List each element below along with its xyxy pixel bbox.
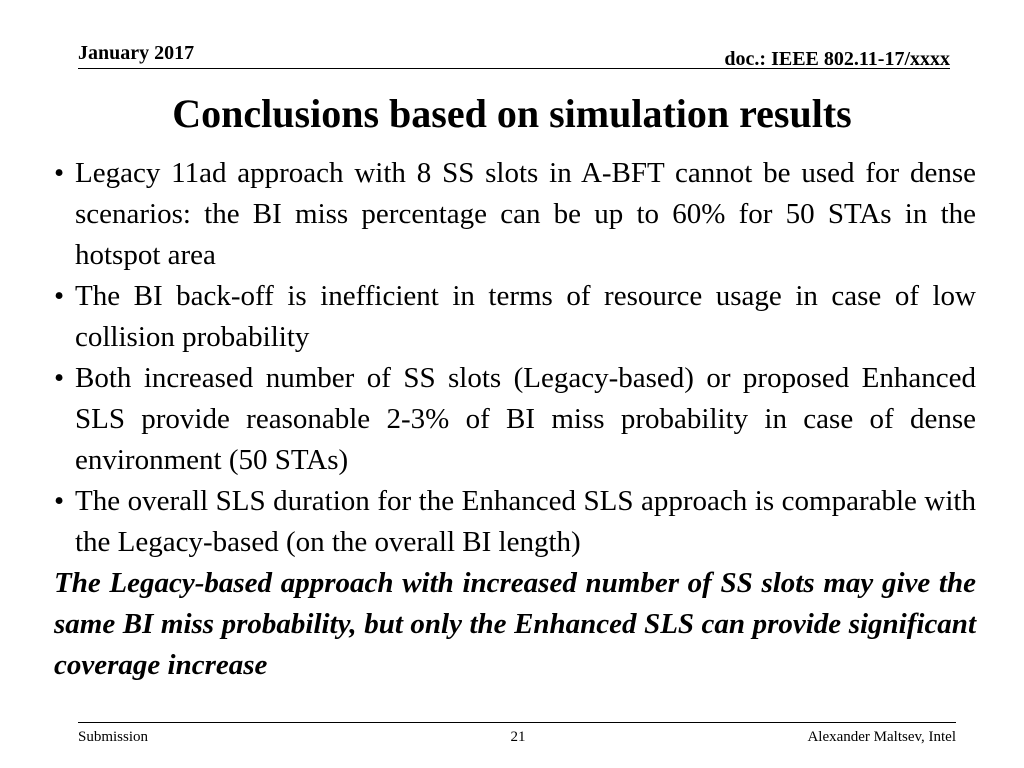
header-date: January 2017: [78, 42, 195, 64]
bullet-text: Both increased number of SS slots (Legacy-based) or proposed Enhanced SLS provide reasonable 2-3% of BI miss probability in case of dense environment (50 STAs): [75, 362, 976, 476]
slide-title: Conclusions based on simulation results: [172, 91, 852, 136]
footer-author: Alexander Maltsev, Intel: [807, 729, 956, 745]
conclusion-statement: The Legacy-based approach with increased number of SS slots may give the same BI miss probability, but only the Enhanced SLS can provide significant coverage increase: [54, 567, 976, 681]
bullet-text: Legacy 11ad approach with 8 SS slots in A-BFT cannot be used for dense scenarios: the BI miss percentage can be up to 60% for 50 STAs in the hotspot area: [75, 157, 976, 271]
bullet-marker-icon: •: [54, 362, 65, 394]
bullet-item: [54, 481, 976, 563]
bullet-item: [54, 276, 976, 358]
bullet-item: [54, 358, 976, 481]
bullet-text: The overall SLS duration for the Enhanced SLS approach is comparable with the Legacy-based (on the overall BI length): [75, 485, 976, 558]
footer-divider: [78, 722, 956, 723]
page-number: 21: [510, 729, 526, 745]
header-divider: [78, 68, 950, 69]
bullet-text: The BI back-off is inefficient in terms of resource usage in case of low collision probability: [75, 280, 976, 353]
header-doc-id: doc.: IEEE 802.11-17/xxxx: [724, 48, 950, 70]
bullet-list: [54, 153, 976, 563]
slide-body: [54, 153, 976, 686]
bullet-item: [54, 153, 976, 276]
bullet-marker-icon: •: [54, 485, 65, 517]
bullet-marker-icon: •: [54, 280, 65, 312]
bullet-marker-icon: •: [54, 157, 65, 189]
footer-submission-label: Submission: [78, 729, 149, 745]
